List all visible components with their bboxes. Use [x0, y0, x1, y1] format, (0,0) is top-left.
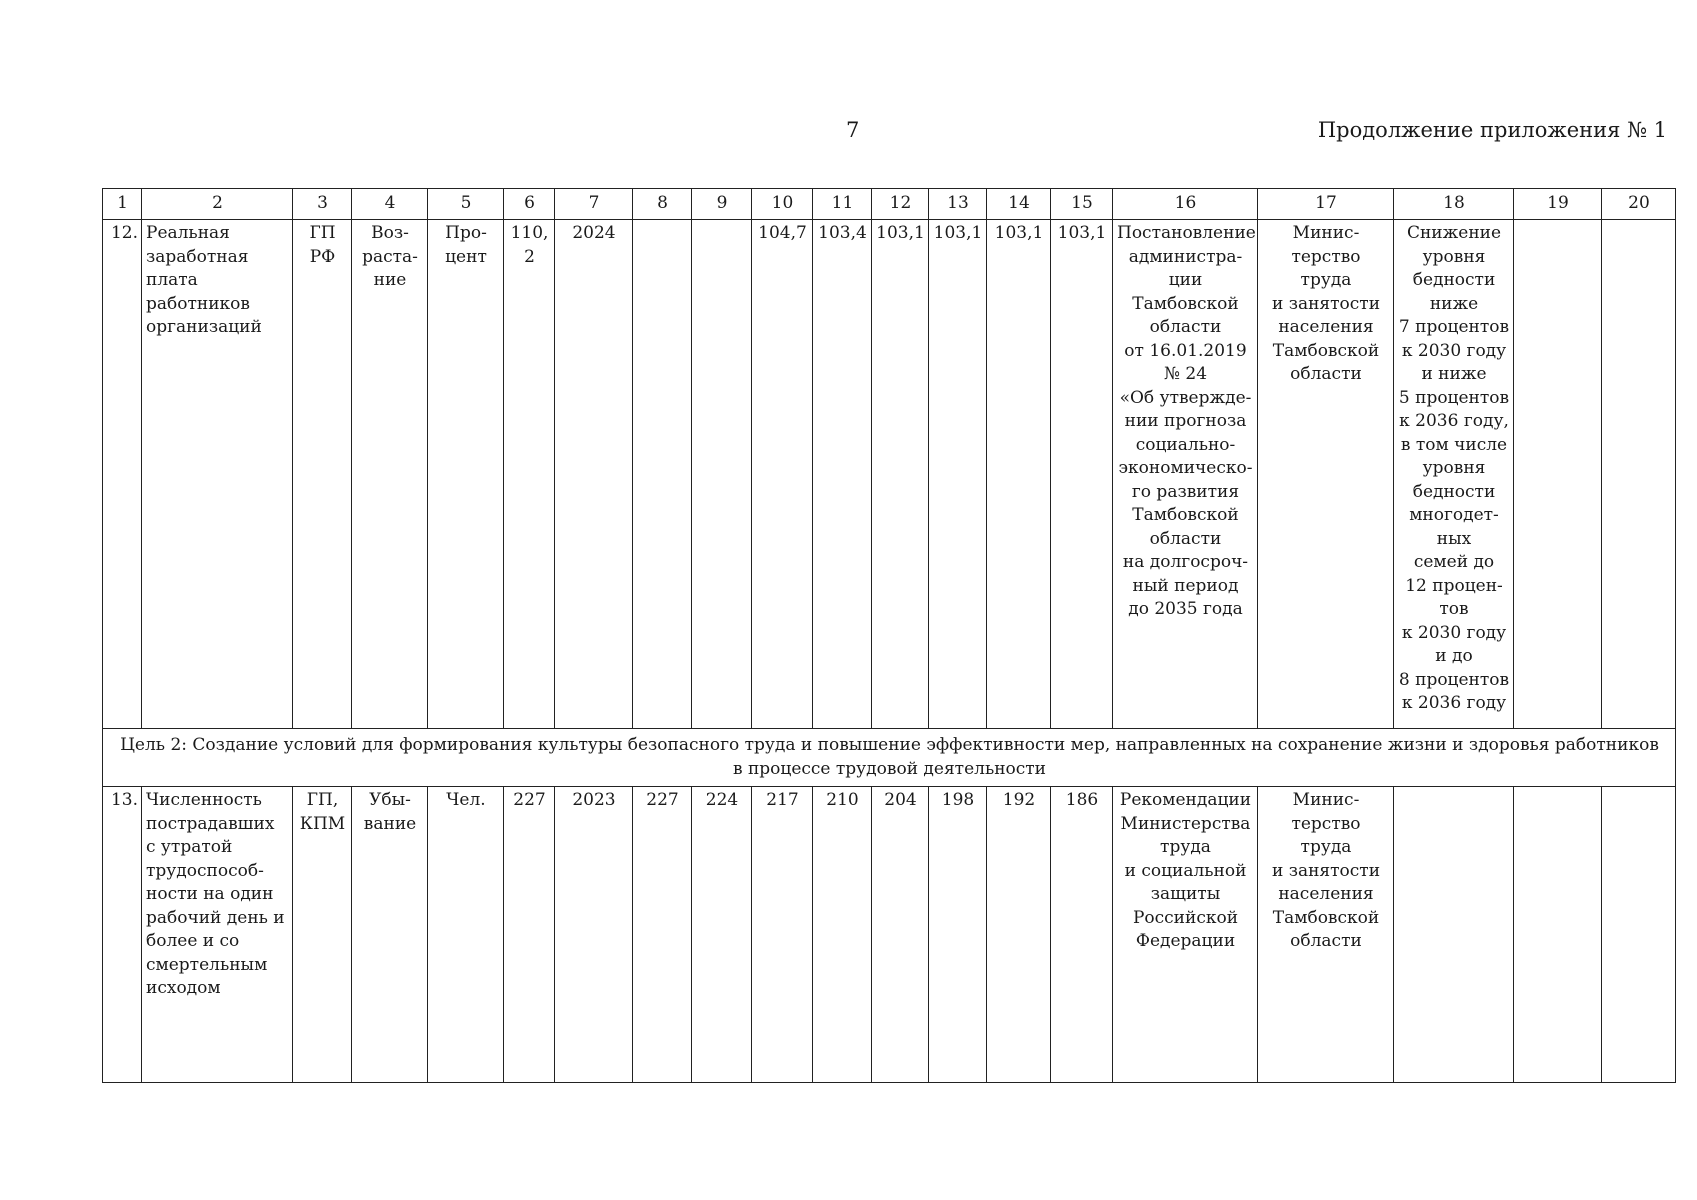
value-cell: 224 [692, 787, 752, 1083]
base-year: 2023 [555, 787, 633, 1083]
header-cell: 11 [813, 189, 872, 220]
value-cell: 103,1 [987, 220, 1051, 729]
header-cell: 12 [872, 189, 929, 220]
goal-row [103, 729, 1676, 787]
value-cell: 103,4 [813, 220, 872, 729]
document-reference: Постановление администра- ции Тамбовской области от 16.01.2019 № 24 «Об утвержде- нии прогноза социально- экономическо- го развития Тамбовской области на долгосроч- ный период до 2035 года [1113, 220, 1258, 729]
header-cell: 19 [1514, 189, 1602, 220]
header-cell: 7 [555, 189, 633, 220]
base-year: 2024 [555, 220, 633, 729]
indicator-unit: Чел. [428, 787, 504, 1083]
header-cell: 3 [293, 189, 352, 220]
goal-title: Цель 2: Создание условий для формирования культуры безопасного труда и повышение эффективности мер, направленных на сохранение жизни и здоровья работников в процессе трудовой деятельности [103, 729, 1676, 787]
indicator-source: ГП, КПМ [293, 787, 352, 1083]
indicator-trend: Воз- раста- ние [352, 220, 428, 729]
header-cell: 13 [929, 189, 987, 220]
base-value: 110, 2 [504, 220, 555, 729]
value-cell: 103,1 [1051, 220, 1113, 729]
value-cell: 210 [813, 787, 872, 1083]
value-cell [1514, 220, 1602, 729]
indicator-unit: Про- цент [428, 220, 504, 729]
page-number: 7 [846, 118, 860, 142]
indicator-name: Численность пострадавших с утратой трудоспособ- ности на один рабочий день и более и со смертельным исходом [142, 787, 293, 1083]
document-reference: Рекомендации Министерства труда и социальной защиты Российской Федерации [1113, 787, 1258, 1083]
value-cell: 227 [633, 787, 692, 1083]
value-cell [1602, 220, 1676, 729]
indicator-trend: Убы- вание [352, 787, 428, 1083]
header-cell: 14 [987, 189, 1051, 220]
header-cell: 10 [752, 189, 813, 220]
header-cell: 4 [352, 189, 428, 220]
value-cell: 186 [1051, 787, 1113, 1083]
table-row [103, 787, 1676, 1083]
header-cell: 9 [692, 189, 752, 220]
base-value: 227 [504, 787, 555, 1083]
related-indicator [1394, 787, 1514, 1083]
header-cell: 15 [1051, 189, 1113, 220]
value-cell [692, 220, 752, 729]
value-cell: 217 [752, 787, 813, 1083]
value-cell: 103,1 [872, 220, 929, 729]
related-indicator: Снижение уровня бедности ниже 7 процентов к 2030 году и ниже 5 процентов к 2036 году, в том числе уровня бедности многодет- ных семей до 12 процен- тов к 2030 году и до 8 процентов к 2036 году [1394, 220, 1514, 729]
header-cell: 5 [428, 189, 504, 220]
header-cell: 2 [142, 189, 293, 220]
header-cell: 6 [504, 189, 555, 220]
row-number: 13. [103, 787, 142, 1083]
header-cell: 1 [103, 189, 142, 220]
header-row [103, 189, 1676, 220]
header-cell: 16 [1113, 189, 1258, 220]
appendix-label: Продолжение приложения № 1 [1317, 118, 1667, 142]
value-cell: 198 [929, 787, 987, 1083]
table-row [103, 220, 1676, 729]
value-cell: 204 [872, 787, 929, 1083]
value-cell [633, 220, 692, 729]
responsible-body: Минис- терство труда и занятости населения Тамбовской области [1258, 220, 1394, 729]
value-cell [1602, 787, 1676, 1083]
header-cell: 17 [1258, 189, 1394, 220]
header-cell: 18 [1394, 189, 1514, 220]
value-cell: 192 [987, 787, 1051, 1083]
value-cell: 104,7 [752, 220, 813, 729]
header-cell: 20 [1602, 189, 1676, 220]
indicator-source: ГП РФ [293, 220, 352, 729]
responsible-body: Минис- терство труда и занятости населения Тамбовской области [1258, 787, 1394, 1083]
header-cell: 8 [633, 189, 692, 220]
value-cell [1514, 787, 1602, 1083]
indicators-table [102, 188, 1676, 1083]
indicator-name: Реальная заработная плата работников организаций [142, 220, 293, 729]
value-cell: 103,1 [929, 220, 987, 729]
row-number: 12. [103, 220, 142, 729]
